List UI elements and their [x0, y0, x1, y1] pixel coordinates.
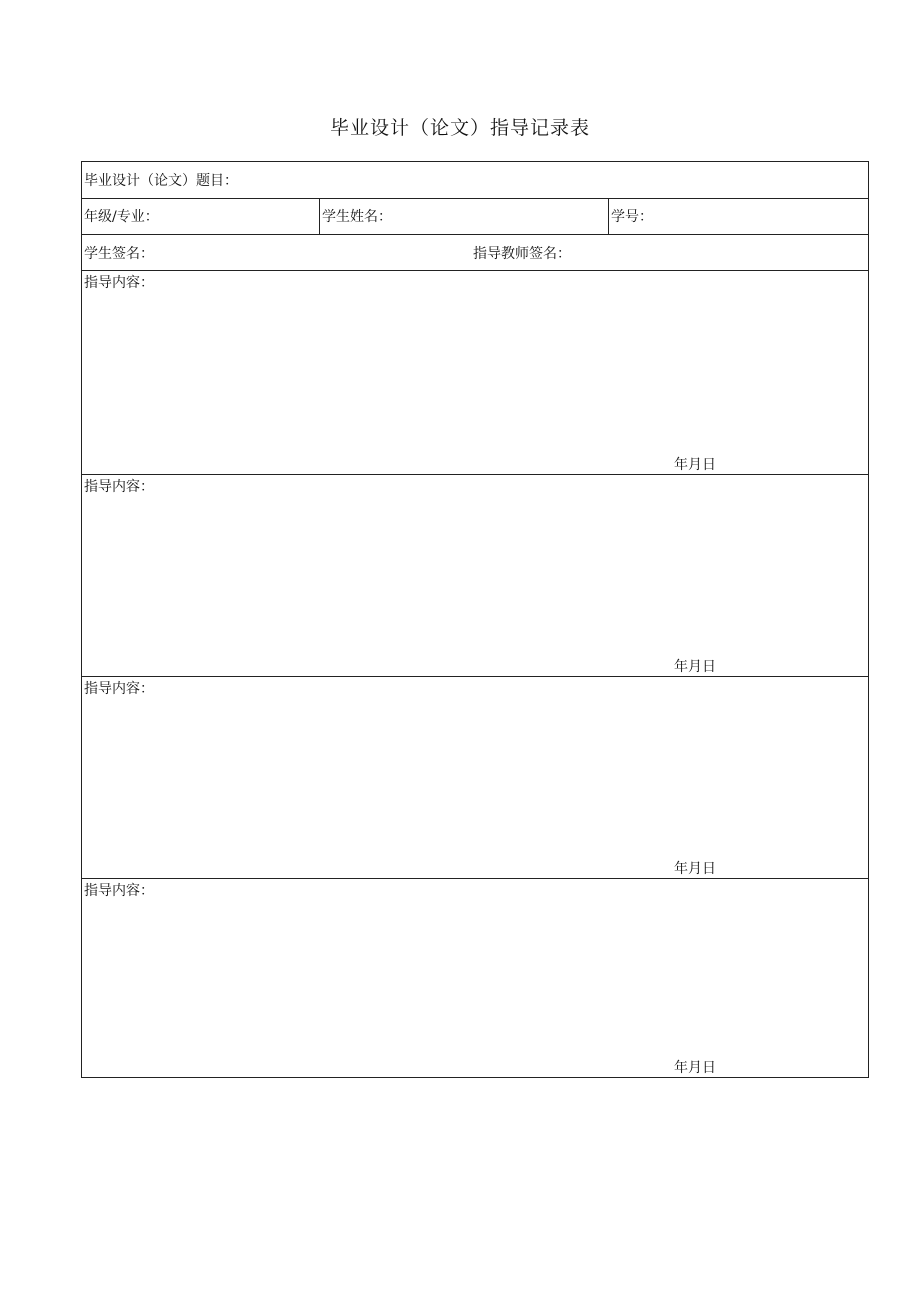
- advisor-signature-label: 指导教师签名：: [473, 246, 571, 262]
- guidance-date-label: 年月日: [674, 457, 716, 473]
- guidance-content-label: 指导内容：: [84, 275, 154, 291]
- guidance-date-label: 年月日: [674, 659, 716, 675]
- student-id-cell[interactable]: [608, 199, 868, 234]
- student-signature-label: 学生签名：: [84, 246, 154, 262]
- student-name-label: 学生姓名：: [322, 209, 392, 225]
- guidance-content-label: 指导内容：: [84, 479, 154, 495]
- guidance-content-label: 指导内容：: [84, 883, 154, 899]
- student-id-label: 学号：: [611, 209, 653, 225]
- guidance-entry[interactable]: [82, 271, 868, 475]
- grade-major-label: 年级/专业：: [84, 209, 159, 225]
- guidance-date-label: 年月日: [674, 861, 716, 877]
- guidance-entry[interactable]: [82, 677, 868, 879]
- topic-row: [82, 162, 868, 199]
- grade-major-cell[interactable]: [82, 199, 319, 234]
- guidance-content-label: 指导内容：: [84, 681, 154, 697]
- guidance-entry[interactable]: [82, 879, 868, 1077]
- guidance-date-label: 年月日: [674, 1060, 716, 1076]
- guidance-entry[interactable]: [82, 475, 868, 677]
- student-info-row: [82, 199, 868, 235]
- document-title: 毕业设计（论文）指导记录表: [329, 117, 590, 139]
- student-name-cell[interactable]: [319, 199, 608, 234]
- signature-row: [82, 235, 868, 271]
- guidance-record-form: [81, 161, 869, 1078]
- topic-label: 毕业设计（论文）题目：: [84, 173, 238, 189]
